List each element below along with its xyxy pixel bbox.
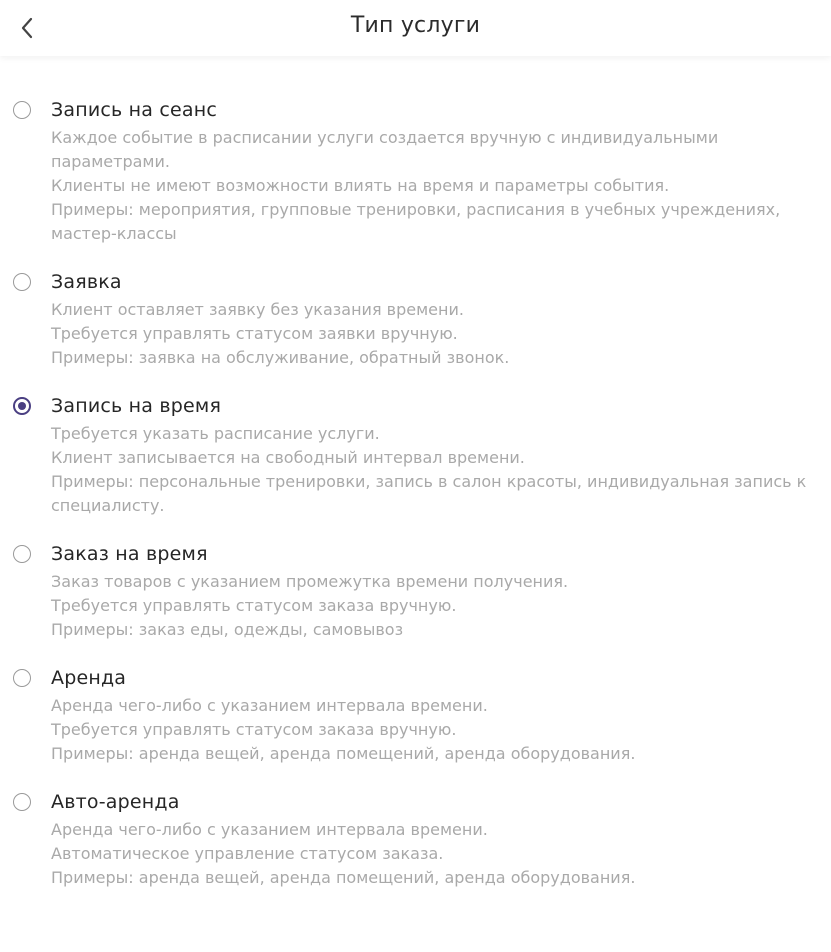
description-line: Требуется указать расписание услуги.	[51, 424, 380, 443]
option-description	[51, 126, 821, 246]
option-auto-rental[interactable]	[0, 788, 831, 912]
option-title: Авто-аренда	[51, 791, 180, 813]
radio-button[interactable]	[13, 793, 31, 811]
radio-button[interactable]	[13, 669, 31, 687]
description-line: Требуется управлять статусом заказа вручную.	[51, 596, 457, 615]
option-session-booking[interactable]	[0, 96, 831, 268]
description-line: Примеры: аренда вещей, аренда помещений, аренда оборудования.	[51, 868, 636, 887]
description-line: Автоматическое управление статусом заказа.	[51, 844, 444, 863]
description-line: Требуется управлять статусом заявки вручную.	[51, 324, 458, 343]
description-line: Примеры: аренда вещей, аренда помещений, аренда оборудования.	[51, 744, 636, 763]
option-timed-order[interactable]	[0, 540, 831, 664]
description-line: Требуется управлять статусом заказа вручную.	[51, 720, 457, 739]
option-title: Аренда	[51, 667, 127, 689]
description-line: Заказ товаров с указанием промежутка времени получения.	[51, 572, 569, 591]
option-time-booking[interactable]	[0, 392, 831, 540]
option-description	[51, 694, 821, 766]
service-type-list	[0, 96, 831, 912]
radio-button[interactable]	[13, 101, 31, 119]
description-line: Каждое событие в расписании услуги создается вручную с индивидуальными параметрами.	[51, 128, 719, 171]
description-line: Примеры: заявка на обслуживание, обратный звонок.	[51, 348, 510, 367]
option-title: Запись на сеанс	[51, 99, 218, 121]
radio-button-selected[interactable]	[13, 397, 31, 415]
option-description	[51, 818, 821, 890]
description-line: Аренда чего-либо с указанием интервала времени.	[51, 696, 488, 715]
description-line: Примеры: заказ еды, одежды, самовывоз	[51, 620, 404, 639]
description-line: Клиент оставляет заявку без указания времени.	[51, 300, 464, 319]
radio-button[interactable]	[13, 273, 31, 291]
option-description	[51, 422, 821, 518]
page-title: Тип услуги	[350, 13, 481, 38]
option-rental[interactable]	[0, 664, 831, 788]
option-title: Запись на время	[51, 395, 222, 417]
option-description	[51, 298, 821, 370]
description-line: Примеры: мероприятия, групповые тренировки, расписания в учебных учреждениях, мастер-классы	[51, 200, 781, 243]
description-line: Клиенты не имеют возможности влиять на время и параметры события.	[51, 176, 670, 195]
header-bar	[0, 0, 831, 56]
radio-button[interactable]	[13, 545, 31, 563]
description-line: Клиент записывается на свободный интервал времени.	[51, 448, 525, 467]
option-title: Заказ на время	[51, 543, 208, 565]
description-line: Аренда чего-либо с указанием интервала времени.	[51, 820, 488, 839]
description-line: Примеры: персональные тренировки, запись в салон красоты, индивидуальная запись к специалисту.	[51, 472, 807, 515]
option-title: Заявка	[51, 271, 122, 293]
option-description	[51, 570, 821, 642]
option-request[interactable]	[0, 268, 831, 392]
